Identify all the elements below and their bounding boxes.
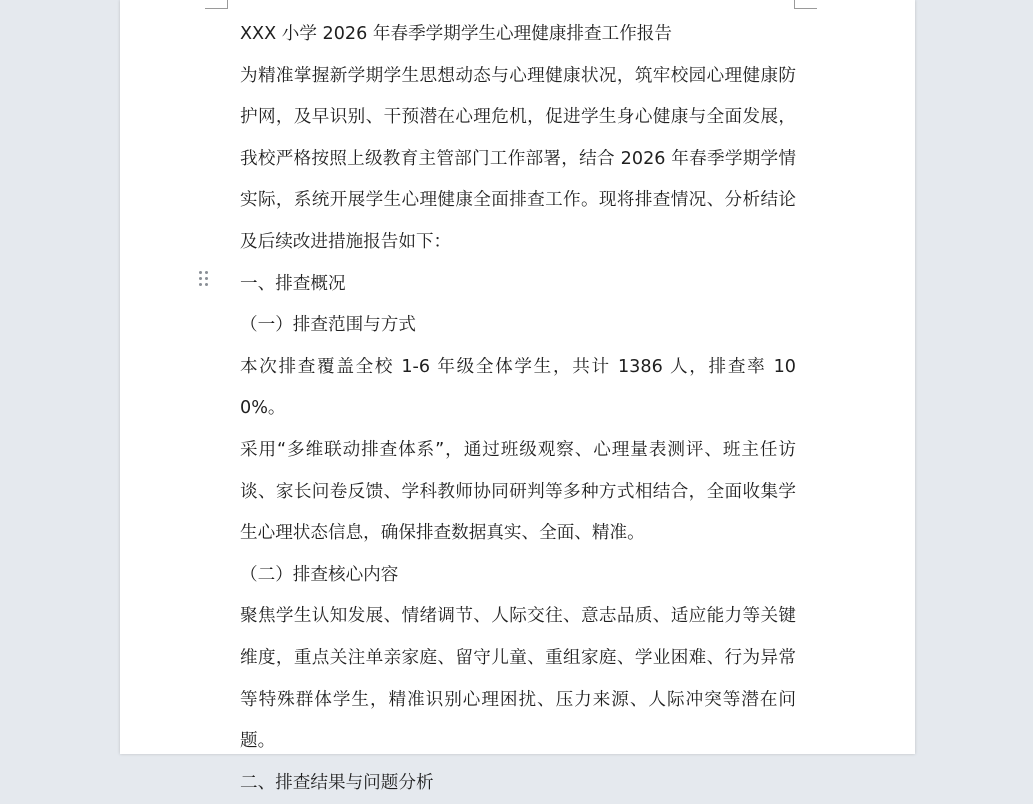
- margin-corner-mark-right: [794, 0, 817, 9]
- intro-paragraph: 为精准掌握新学期学生思想动态与心理健康状况，筑牢校园心理健康防护网，及早识别、干预潜在心理危机，促进学生身心健康与全面发展，我校严格按照上级教育主管部门工作部署，结合 2026 年春季学期学情实际，系统开展学生心理健康全面排查工作。现将排查情况、分析结论及后续改进措施报告如下：: [240, 65, 796, 252]
- section-heading-results: 二、排查结果与问题分析: [240, 772, 434, 793]
- subheading-scope-method: （一）排查范围与方式: [240, 315, 416, 336]
- margin-corner-mark-left: [205, 0, 228, 9]
- document-body[interactable]: [240, 14, 796, 804]
- scope-paragraph: 本次排查覆盖全校 1-6 年级全体学生，共计 1386 人，排查率 100%。: [240, 356, 796, 419]
- document-title: XXX 小学 2026 年春季学期学生心理健康排查工作报告: [240, 24, 672, 44]
- core-content-paragraph: 聚焦学生认知发展、情绪调节、人际交往、意志品质、适应能力等关键维度，重点关注单亲家庭、留守儿童、重组家庭、学业困难、行为异常等特殊群体学生，精准识别心理困扰、压力来源、人际冲突等潜在问题。: [240, 606, 796, 752]
- paragraph-drag-handle-icon[interactable]: [199, 271, 209, 287]
- subheading-core-content: （二）排查核心内容: [240, 564, 399, 585]
- method-paragraph: 采用“多维联动排查体系”，通过班级观察、心理量表测评、班主任访谈、家长问卷反馈、学科教师协同研判等多种方式相结合，全面收集学生心理状态信息，确保排查数据真实、全面、精准。: [240, 439, 796, 544]
- section-heading-overview: 一、排查概况: [240, 273, 346, 294]
